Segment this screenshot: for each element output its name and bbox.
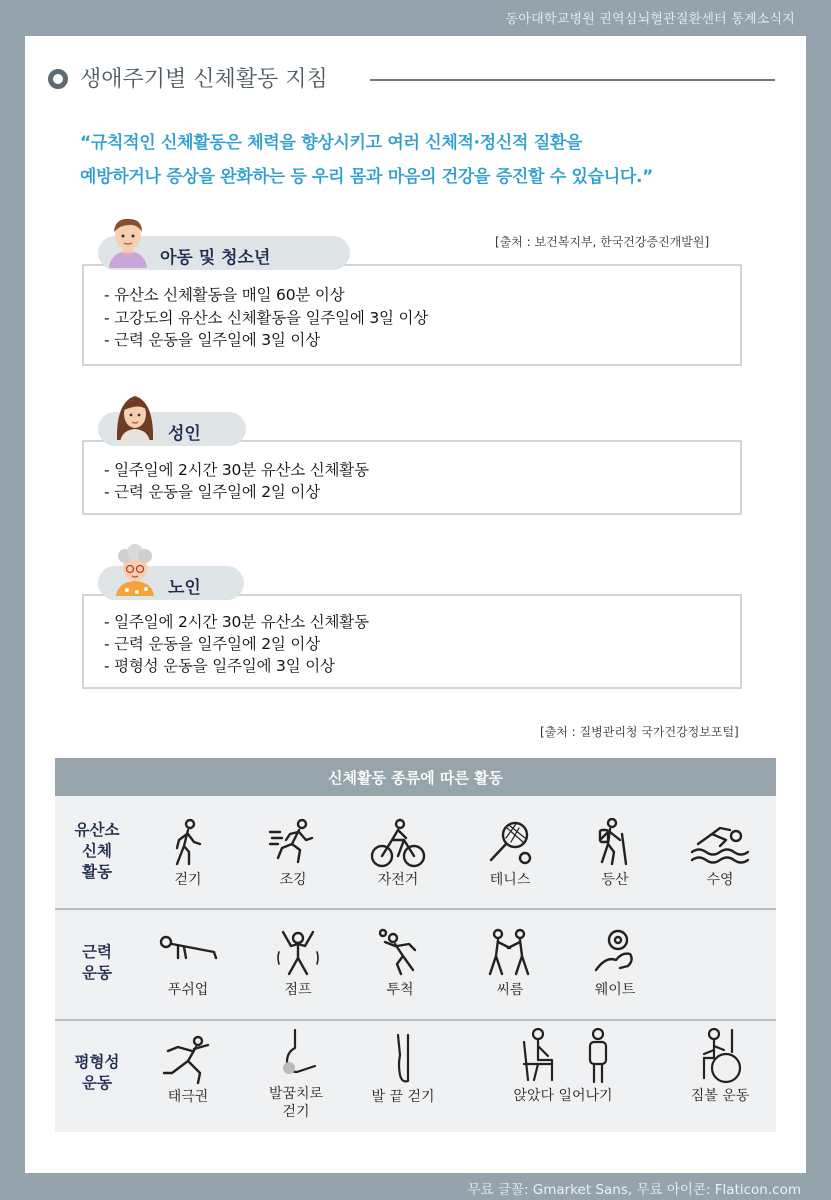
rule-text: - 고강도의 유산소 신체활동을 일주일에 3일 이상 [104, 309, 429, 327]
activity-pushup [133, 928, 243, 999]
row-label-line: 평형성 [74, 1053, 120, 1071]
activity-label: 앉았다 일어나기 [513, 1088, 613, 1104]
pushup-icon [156, 928, 220, 978]
activity-heel-walk [241, 1028, 351, 1121]
wrestling-icon [480, 928, 540, 978]
taichi-icon [158, 1033, 218, 1085]
org-name: 동아대학교병원 권역심뇌혈관질환센터 통계소식지 [505, 12, 795, 27]
activity-label: 등산 [601, 872, 629, 888]
elderly-woman-avatar-icon [110, 542, 160, 596]
activity-table-header [55, 758, 776, 796]
activity-label [241, 1085, 351, 1121]
rule-text: - 일주일에 2시간 30분 유산소 신체활동 [104, 461, 369, 479]
row-label-line: 신체 [82, 842, 112, 860]
activity-throwing [345, 928, 455, 999]
activity-label: 씨름 [496, 982, 524, 998]
row-divider [55, 1019, 776, 1021]
activity-label-line: 발꿈치로 [268, 1086, 324, 1102]
section-title-row [48, 60, 775, 100]
activity-weight [560, 928, 670, 999]
group-title: 성인 [168, 424, 201, 444]
quote-line-2: 예방하거나 증상을 완화하는 등 우리 몸과 마음의 건강을 증진할 수 있습니다.” [80, 167, 653, 187]
top-bar [0, 0, 831, 36]
activity-label: 발 끝 걷기 [371, 1089, 435, 1105]
jump-icon [273, 928, 323, 978]
activity-label: 조깅 [279, 872, 307, 888]
activity-hiking [560, 818, 670, 889]
activity-wrestling [455, 928, 565, 999]
activity-taichi [133, 1033, 243, 1106]
activity-label: 걷기 [174, 872, 202, 888]
activity-label: 점프 [284, 982, 312, 998]
rule-text: - 근력 운동을 일주일에 2일 이상 [104, 635, 320, 653]
section-title: 생애주기별 신체활동 지침 [80, 67, 328, 92]
row-label-balance [57, 1052, 137, 1094]
quote-line-1: “규칙적인 신체활동은 체력을 향상시키고 여러 신체적·정신적 질환을 [80, 133, 583, 153]
activity-label: 태극권 [167, 1089, 209, 1105]
row-label-aerobic [57, 820, 137, 883]
walking-icon [163, 818, 213, 868]
activity-table-title: 신체활동 종류에 따른 활동 [327, 769, 504, 787]
source-note-2: [출처 : 질병관리청 국가건강정보포털] [540, 725, 739, 739]
row-label-strength [57, 942, 137, 984]
activity-label: 웨이트 [594, 982, 636, 998]
woman-avatar-icon [110, 388, 160, 442]
group-title: 노인 [168, 578, 201, 598]
activity-sit-to-stand [495, 1028, 631, 1105]
hiking-icon [590, 818, 640, 868]
activity-jump [243, 928, 353, 999]
activity-label: 푸쉬업 [167, 982, 209, 998]
bullet-ring-icon [48, 69, 68, 89]
activity-gym-ball [665, 1028, 775, 1105]
rule-text: - 근력 운동을 일주일에 3일 이상 [104, 331, 320, 349]
tiptoe-walk-icon [378, 1033, 428, 1085]
activity-jogging [238, 818, 348, 889]
activity-label: 자전거 [377, 872, 419, 888]
boy-avatar-icon [103, 214, 153, 268]
row-divider [55, 908, 776, 910]
heel-walk-icon [271, 1028, 321, 1082]
row-label-line: 유산소 [74, 821, 120, 839]
activity-label: 테니스 [489, 872, 531, 888]
jogging-icon [268, 818, 318, 868]
throwing-icon [375, 928, 425, 978]
rule-text: - 평형성 운동을 일주일에 3일 이상 [104, 657, 335, 675]
footer-credits: 무료 글꼴: Gmarket Sans, 무료 아이콘: Flaticon.com [467, 1182, 801, 1198]
activity-swimming [665, 818, 775, 889]
weight-icon [590, 928, 640, 978]
row-label-line: 근력 [82, 943, 112, 961]
sit-to-stand-icon [508, 1028, 618, 1084]
activity-label-line: 걷기 [282, 1104, 310, 1120]
activity-label: 투척 [386, 982, 414, 998]
rule-text: - 일주일에 2시간 30분 유산소 신체활동 [104, 613, 369, 631]
activity-label: 수영 [706, 872, 734, 888]
source-note-1: [출처 : 보건복지부, 한국건강증진개발원] [495, 235, 710, 249]
gym-ball-icon [692, 1028, 748, 1084]
tennis-icon [485, 818, 535, 868]
activity-walking [133, 818, 243, 889]
rule-text: - 유산소 신체활동을 매일 60분 이상 [104, 286, 345, 304]
swimming-icon [690, 818, 750, 868]
cycling-icon [370, 818, 426, 868]
group-title: 아동 및 청소년 [160, 248, 271, 268]
row-label-line: 운동 [82, 964, 112, 982]
activity-cycling [343, 818, 453, 889]
row-label-line: 활동 [82, 863, 112, 881]
row-label-line: 운동 [82, 1074, 112, 1092]
activity-tiptoe-walk [348, 1033, 458, 1106]
activity-label: 짐볼 운동 [690, 1088, 750, 1104]
rule-text: - 근력 운동을 일주일에 2일 이상 [104, 483, 320, 501]
title-divider [370, 79, 775, 81]
activity-tennis [455, 818, 565, 889]
